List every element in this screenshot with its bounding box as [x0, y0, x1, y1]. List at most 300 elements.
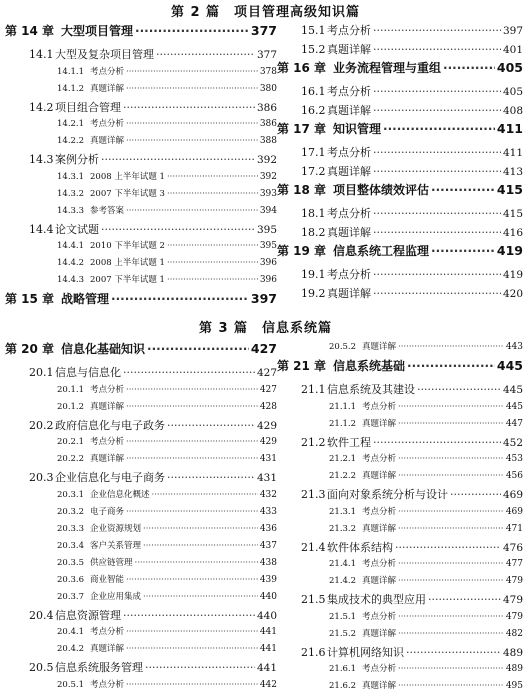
dot-leader: [373, 146, 501, 159]
toc-section-entry[interactable]: [277, 381, 523, 400]
dot-leader: [167, 258, 258, 268]
entry-number: 20.2: [29, 418, 54, 432]
toc-section-entry[interactable]: [5, 99, 277, 118]
entry-number: 20.3.7: [57, 591, 85, 602]
dot-leader: [126, 402, 258, 412]
toc-section-entry[interactable]: [277, 266, 523, 285]
toc-section-entry[interactable]: [277, 102, 523, 121]
page-number: 415: [502, 208, 523, 220]
page-number: 432: [259, 489, 277, 500]
entry-title: 真题详解: [90, 454, 125, 464]
entry-number: 17.2: [301, 164, 326, 178]
page-number: 482: [505, 628, 523, 639]
toc-sub-entry[interactable]: [277, 574, 523, 591]
entry-title: 2008 上半年试题 1: [90, 171, 165, 182]
entry-title: 考点分析: [362, 559, 397, 569]
part-2-right-column: [277, 22, 523, 303]
page-number: 476: [502, 541, 523, 554]
page-number: 431: [259, 454, 277, 464]
page-number: 440: [259, 591, 277, 602]
toc-sub-entry[interactable]: [277, 627, 523, 644]
entry-number: 21.3.1: [329, 506, 357, 517]
dot-leader: [126, 680, 258, 690]
entry-number: 14.3.2: [57, 188, 85, 199]
entry-number: 14.3.3: [57, 205, 85, 216]
toc-sub-entry[interactable]: [277, 505, 523, 522]
dot-leader: [147, 342, 249, 356]
page-number: 419: [502, 269, 523, 281]
toc-sub-entry[interactable]: [277, 452, 523, 469]
dot-leader: [111, 292, 249, 306]
dot-leader: [443, 61, 495, 75]
page-number: 386: [256, 101, 277, 114]
entry-number: 20.3: [29, 471, 54, 484]
entry-title: 企业资源规划: [90, 523, 142, 534]
entry-title: 企业应用集成: [90, 591, 142, 602]
page-number: 445: [496, 358, 523, 373]
entry-title: 2007 下半年试题 3: [90, 188, 165, 199]
entry-title: 信息资源管理: [55, 608, 121, 622]
entry-title: 考点分析: [327, 207, 371, 220]
dot-leader: [123, 609, 255, 622]
page-number: 429: [256, 419, 277, 432]
page-number: 445: [505, 401, 523, 412]
page-number: 471: [505, 523, 523, 534]
page-number: 386: [259, 119, 277, 129]
entry-number: 19.1: [301, 268, 326, 281]
toc-chapter-entry[interactable]: [277, 120, 523, 144]
entry-title: 案例分析: [55, 153, 99, 166]
page-number: 413: [502, 165, 523, 178]
entry-title: 战略管理: [61, 292, 110, 306]
dot-leader: [398, 629, 504, 639]
entry-number: 21.1.2: [329, 418, 357, 429]
toc-chapter-entry[interactable]: [277, 242, 523, 266]
entry-title: 2010 下半年试题 2: [90, 241, 165, 251]
entry-number: 21.3.2: [329, 523, 357, 534]
toc-sub-entry[interactable]: [5, 435, 277, 452]
dot-leader: [123, 101, 255, 114]
dot-leader: [373, 207, 501, 220]
toc-sub-entry[interactable]: [5, 625, 277, 642]
toc-section-entry[interactable]: [277, 644, 523, 663]
entry-title: 计算机网络知识: [327, 645, 404, 659]
entry-number: 14.4: [29, 222, 54, 236]
entry-title: 真题详解: [327, 225, 371, 239]
entry-title: 考点分析: [90, 679, 125, 690]
toc-sub-entry[interactable]: [5, 539, 277, 556]
toc-sub-entry[interactable]: [5, 488, 277, 505]
entry-number: 14.3.1: [57, 171, 85, 182]
page-number: 411: [502, 147, 523, 159]
page-number: 439: [259, 574, 277, 585]
toc-sub-entry[interactable]: [277, 340, 523, 357]
page-number: 447: [505, 418, 523, 429]
entry-title: 考点分析: [90, 119, 125, 129]
part-3-title: 第 3 篇 信息系统篇: [198, 321, 333, 336]
dot-leader: [398, 681, 504, 691]
page-number: 401: [502, 43, 523, 56]
entry-number: 21.4.2: [329, 576, 357, 586]
entry-title: 真题详解: [362, 576, 397, 586]
dot-leader: [431, 244, 495, 258]
entry-number: 第 19 章: [277, 244, 327, 258]
entry-number: 15.1: [301, 24, 326, 37]
entry-title: 信息系统基础: [333, 359, 406, 373]
entry-number: 20.3.6: [57, 574, 85, 585]
page-number: 479: [502, 594, 523, 606]
entry-number: 16.2: [301, 103, 326, 117]
toc-sub-entry[interactable]: [5, 590, 277, 607]
entry-title: 供应链管理: [90, 557, 133, 568]
entry-title: 考点分析: [362, 506, 397, 517]
entry-number: 20.4.1: [57, 627, 85, 637]
entry-number: 20.1: [29, 366, 54, 379]
toc-section-entry[interactable]: [5, 607, 277, 626]
toc-sub-entry[interactable]: [5, 505, 277, 522]
toc-sub-entry[interactable]: [277, 522, 523, 539]
page-number: 427: [256, 367, 277, 379]
toc-sub-entry[interactable]: [5, 556, 277, 573]
toc-sub-entry[interactable]: [5, 400, 277, 417]
entry-title: 集成技术的典型应用: [327, 593, 426, 606]
entry-number: 20.5: [29, 661, 54, 674]
entry-title: 大型及复杂项目管理: [55, 48, 154, 61]
page-number: 437: [259, 540, 277, 551]
dot-leader: [373, 104, 501, 117]
entry-title: 真题详解: [362, 342, 397, 352]
entry-number: 20.4: [29, 608, 54, 622]
dot-leader: [135, 24, 249, 38]
entry-title: 考点分析: [327, 268, 371, 281]
page-number: 428: [259, 401, 277, 412]
toc-sub-entry[interactable]: [5, 256, 277, 273]
page-number: 441: [256, 662, 277, 674]
dot-leader: [398, 612, 504, 622]
entry-title: 项目组合管理: [55, 100, 121, 114]
page-number: 416: [502, 226, 523, 239]
toc-sub-entry[interactable]: [5, 573, 277, 590]
dot-leader: [167, 419, 255, 432]
entry-number: 15.2: [301, 42, 326, 56]
entry-number: 16.1: [301, 85, 326, 98]
part-3-right-column: [277, 340, 523, 696]
toc-section-entry[interactable]: [277, 434, 523, 453]
entry-title: 真题详解: [362, 628, 397, 639]
entry-title: 真题详解: [362, 471, 397, 481]
page-number: 433: [259, 506, 277, 517]
toc-sub-entry[interactable]: [5, 134, 277, 151]
entry-number: 14.4.1: [57, 241, 85, 251]
dot-leader: [373, 165, 501, 178]
entry-number: 21.2.1: [329, 454, 357, 464]
entry-title: 考点分析: [90, 384, 125, 395]
page-number: 397: [502, 25, 523, 37]
entry-number: 21.6: [301, 645, 326, 659]
toc-section-entry[interactable]: [5, 659, 277, 678]
toc-section-entry[interactable]: [277, 539, 523, 558]
page-number: 479: [505, 611, 523, 622]
entry-title: 业务流程管理与重组: [333, 61, 442, 75]
dot-leader: [398, 524, 504, 534]
toc-section-entry[interactable]: [277, 591, 523, 610]
dot-leader: [126, 454, 258, 464]
toc-sub-entry[interactable]: [5, 187, 277, 204]
entry-number: 14.2.2: [57, 136, 85, 146]
entry-title: 真题详解: [327, 164, 371, 178]
part-2-left-column: [5, 22, 277, 314]
toc-sub-entry[interactable]: [5, 522, 277, 539]
entry-number: 20.3.4: [57, 540, 85, 551]
dot-leader: [126, 507, 258, 517]
part-3-left-column: [5, 340, 277, 695]
page-number: 388: [259, 136, 277, 146]
entry-title: 信息化基础知识: [61, 342, 146, 356]
toc-section-entry[interactable]: [5, 469, 277, 488]
entry-title: 项目整体绩效评估: [333, 183, 430, 197]
toc-chapter-entry[interactable]: [5, 340, 277, 364]
toc-sub-entry[interactable]: [277, 679, 523, 696]
dot-leader: [398, 507, 504, 517]
dot-leader: [398, 342, 504, 352]
toc-section-entry[interactable]: [277, 163, 523, 182]
entry-number: 第 16 章: [277, 61, 327, 75]
entry-number: 14.4.3: [57, 275, 85, 285]
entry-title: 知识管理: [333, 122, 382, 136]
dot-leader: [156, 48, 255, 61]
toc-chapter-entry[interactable]: [277, 181, 523, 205]
toc-sub-entry[interactable]: [5, 82, 277, 99]
entry-number: 第 20 章: [5, 342, 55, 356]
entry-title: 考点分析: [327, 85, 371, 98]
page-number: 495: [505, 681, 523, 691]
toc-sub-entry[interactable]: [5, 65, 277, 82]
dot-leader: [395, 541, 501, 554]
toc-sub-entry[interactable]: [5, 204, 277, 221]
dot-leader: [398, 454, 504, 464]
entry-number: 20.4.2: [57, 644, 85, 654]
entry-title: 信息系统及其建设: [327, 383, 415, 396]
dot-leader: [398, 471, 504, 481]
dot-leader: [101, 153, 255, 166]
toc-section-entry[interactable]: [277, 285, 523, 304]
toc-sub-entry[interactable]: [277, 400, 523, 417]
toc-section-entry[interactable]: [5, 364, 277, 383]
entry-number: 21.5.1: [329, 611, 357, 622]
entry-number: 14.1.1: [57, 66, 85, 77]
page-number: 427: [250, 341, 277, 356]
dot-leader: [373, 287, 501, 300]
dot-leader: [450, 488, 501, 501]
dot-leader: [407, 359, 495, 373]
entry-number: 第 17 章: [277, 122, 327, 136]
entry-title: 政府信息化与电子政务: [55, 418, 165, 432]
page-number: 396: [259, 258, 277, 268]
toc-sub-entry[interactable]: [5, 642, 277, 659]
entry-number: 第 15 章: [5, 292, 55, 306]
dot-leader: [383, 122, 495, 136]
entry-title: 考点分析: [362, 664, 397, 674]
entry-title: 真题详解: [362, 418, 397, 429]
entry-number: 21.5: [301, 593, 326, 606]
page-number: 392: [259, 171, 277, 182]
entry-number: 21.6.2: [329, 681, 357, 691]
toc-section-entry[interactable]: [277, 144, 523, 163]
dot-leader: [143, 592, 258, 602]
toc-sub-entry[interactable]: [5, 239, 277, 256]
page-number: 393: [259, 188, 277, 199]
page-number: 443: [505, 342, 523, 352]
page-number: 395: [259, 241, 277, 251]
dot-leader: [126, 437, 258, 447]
toc-sub-entry[interactable]: [5, 452, 277, 469]
toc-sub-entry[interactable]: [277, 417, 523, 434]
entry-title: 真题详解: [327, 286, 371, 300]
page-number: 445: [502, 384, 523, 396]
dot-leader: [167, 241, 258, 251]
entry-number: 14.4.2: [57, 258, 85, 268]
dot-leader: [428, 593, 501, 606]
entry-title: 真题详解: [327, 42, 371, 56]
toc-section-entry[interactable]: [277, 205, 523, 224]
entry-title: 2007 下半年试题 1: [90, 275, 165, 285]
dot-leader: [126, 136, 258, 146]
dot-leader: [126, 627, 258, 637]
page-number: 440: [256, 609, 277, 622]
page-number: 479: [505, 576, 523, 586]
entry-title: 考点分析: [362, 401, 397, 412]
entry-number: 14.1: [29, 48, 54, 61]
dot-leader: [167, 189, 258, 199]
entry-title: 参考答案: [90, 205, 125, 216]
entry-number: 20.3.3: [57, 523, 85, 534]
entry-number: 21.3: [301, 488, 326, 501]
entry-title: 信息系统工程监理: [333, 244, 430, 258]
page-number: 380: [259, 83, 277, 94]
toc-sub-entry[interactable]: [5, 273, 277, 290]
toc-chapter-entry[interactable]: [277, 59, 523, 83]
entry-title: 真题详解: [90, 644, 125, 654]
page-number: 452: [502, 436, 523, 449]
toc-section-entry[interactable]: [5, 417, 277, 436]
page-number: 377: [250, 23, 277, 38]
entry-title: 软件体系结构: [327, 540, 393, 554]
dot-leader: [143, 541, 258, 551]
page-number: 429: [259, 437, 277, 447]
entry-number: 21.6.1: [329, 664, 357, 674]
dot-leader: [373, 436, 501, 449]
page-number: 415: [496, 182, 523, 197]
toc-chapter-entry[interactable]: [5, 22, 277, 46]
dot-leader: [398, 419, 504, 429]
toc-sub-entry[interactable]: [5, 170, 277, 187]
entry-number: 20.1.2: [57, 401, 85, 412]
toc-sub-entry[interactable]: [277, 610, 523, 627]
entry-title: 真题详解: [362, 523, 397, 534]
dot-leader: [101, 223, 255, 236]
entry-title: 商业智能: [90, 574, 125, 585]
toc-sub-entry[interactable]: [5, 117, 277, 134]
dot-leader: [126, 119, 258, 129]
entry-title: 考点分析: [90, 627, 125, 637]
entry-title: 真题详解: [90, 83, 125, 94]
entry-title: 客户关系管理: [90, 540, 142, 551]
page-number: 420: [502, 287, 523, 300]
entry-number: 21.1: [301, 383, 326, 396]
page-number: 395: [256, 223, 277, 236]
page-number: 469: [505, 506, 523, 517]
entry-number: 20.3.1: [57, 489, 85, 500]
entry-number: 21.1.1: [329, 401, 357, 412]
part-2-title: 第 2 篇 项目管理高级知识篇: [170, 5, 361, 20]
entry-title: 考点分析: [90, 437, 125, 447]
dot-leader: [373, 226, 501, 239]
toc-section-entry[interactable]: [277, 22, 523, 41]
toc-section-entry[interactable]: [5, 46, 277, 65]
entry-title: 考点分析: [90, 66, 125, 77]
page-number: 489: [502, 646, 523, 659]
page-number: 405: [502, 86, 523, 98]
page-number: 489: [505, 664, 523, 674]
entry-number: 20.5.1: [57, 679, 85, 690]
dot-leader: [167, 471, 255, 484]
entry-number: 19.2: [301, 286, 326, 300]
entry-number: 21.4: [301, 540, 326, 554]
dot-leader: [373, 43, 501, 56]
dot-leader: [152, 490, 258, 500]
page-number: 397: [250, 291, 277, 306]
dot-leader: [145, 661, 255, 674]
page-number: 378: [259, 66, 277, 77]
page-number: 396: [259, 275, 277, 285]
entry-number: 21.2: [301, 435, 326, 449]
entry-number: 第 21 章: [277, 359, 327, 373]
entry-title: 企业信息化与电子商务: [55, 471, 165, 484]
toc-section-entry[interactable]: [277, 224, 523, 243]
page-number: 442: [259, 679, 277, 690]
dot-leader: [431, 183, 495, 197]
dot-leader: [406, 646, 501, 659]
dot-leader: [373, 268, 501, 281]
toc-sub-entry[interactable]: [277, 662, 523, 679]
toc-sub-entry[interactable]: [5, 383, 277, 400]
entry-title: 信息系统服务管理: [55, 661, 143, 674]
toc-sub-entry[interactable]: [5, 678, 277, 695]
dot-leader: [135, 558, 258, 568]
toc-section-entry[interactable]: [277, 486, 523, 505]
dot-leader: [167, 172, 258, 182]
toc-section-entry[interactable]: [5, 221, 277, 240]
toc-chapter-entry[interactable]: [277, 357, 523, 381]
entry-number: 第 14 章: [5, 24, 55, 38]
dot-leader: [126, 206, 258, 216]
page-number: 441: [259, 627, 277, 637]
toc-section-entry[interactable]: [277, 83, 523, 102]
toc-chapter-entry[interactable]: [5, 290, 277, 314]
toc-sub-entry[interactable]: [277, 557, 523, 574]
entry-number: 20.3.5: [57, 557, 85, 568]
entry-number: 20.2.1: [57, 437, 85, 447]
toc-sub-entry[interactable]: [277, 469, 523, 486]
toc-section-entry[interactable]: [277, 41, 523, 60]
page-number: 427: [259, 384, 277, 395]
entry-title: 真题详解: [362, 681, 397, 691]
dot-leader: [417, 383, 501, 396]
dot-leader: [398, 402, 504, 412]
toc-section-entry[interactable]: [5, 151, 277, 170]
entry-title: 考点分析: [327, 146, 371, 159]
page-number: 411: [496, 121, 523, 136]
